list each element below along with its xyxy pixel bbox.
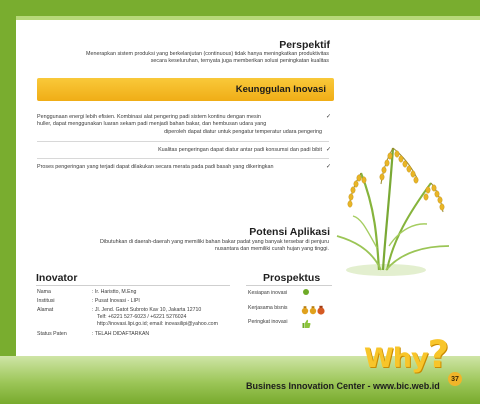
check-icon: ✓ [326, 147, 332, 153]
perspektif-title: Perspektif [279, 39, 330, 51]
inovator-label-name: Nama [37, 289, 51, 295]
keunggulan-item-3 [37, 164, 322, 171]
prospektus-label-kerjasama: Kerjasama bisnis [248, 305, 288, 311]
why-logo [364, 333, 448, 376]
inovator-title: Inovator [36, 272, 78, 284]
keunggulan-item-2 [37, 147, 322, 154]
inovator-value-web: http://inovasi.lipi.go.id; email: inovasilipi@yahoo.com [97, 321, 218, 327]
inovator-value-name: : Ir. Haristto, M.Eng [92, 289, 137, 295]
footer-site: Business Innovation Center - www.bic.web.id [246, 381, 440, 391]
inovator-label-alamat: Alamat [37, 307, 54, 313]
keunggulan-line: Kualitas pengeringan dapat diatur antar padi konsumsi dan padi bibit [158, 147, 322, 153]
potensi-line: Dibutuhkan di daerah-daerah yang memiliki bahan bakar padat yang banyak tersebar di penjuru [100, 239, 329, 245]
top-green-bar [0, 0, 480, 16]
keunggulan-item-1 [37, 114, 322, 136]
top-light-stripe [0, 16, 480, 20]
keunggulan-line: Penggunaan energi lebih efisien. Kombinasi alat pengering padi sistem kontinu dengan mesin [37, 114, 261, 120]
keunggulan-line: huller, dapat menggunakan luaran sekam padi menjadi bahan bakar, dan hembusan udara yang [37, 121, 267, 128]
money-bag-icons [301, 302, 331, 312]
perspektif-line: secara keseluruhan, ternyata juga memberikan solusi peningkatan kualitas [150, 58, 329, 65]
check-icon: ✓ [326, 164, 332, 170]
potensi-text [40, 239, 329, 254]
keunggulan-banner [37, 78, 334, 101]
check-icon: ✓ [326, 114, 332, 120]
perspektif-line: Menerapkan sistem produksi yang berkelanjutan (continuous) tidak hanya meningkatkan produktivitas [85, 51, 329, 57]
thumbs-up-icon [302, 316, 311, 326]
item-divider [37, 158, 329, 159]
money-bag-icon [301, 305, 331, 315]
inovator-label-institusi: Institusi [37, 298, 55, 304]
inovator-value-institusi: : Pusat Inovasi - LIPI [92, 298, 140, 304]
prospektus-label-peringkat: Peringkat inovasi [248, 319, 288, 325]
left-green-bar [0, 0, 16, 404]
why-question-mark: ? [427, 333, 449, 376]
keunggulan-line: diperoleh dapat diatur untuk pengatur temperatur udara pengering [164, 128, 322, 135]
inovator-value-phone: Telf: +6221 527-6023 / +6221 5276024 [97, 314, 187, 320]
page-number: 37 [448, 372, 462, 386]
keunggulan-title: Keunggulan Inovasi [235, 84, 326, 95]
prospektus-title: Prospektus [263, 272, 321, 284]
potensi-line: nusantara dan memiliki curah hujan yang tinggi. [214, 246, 329, 253]
inovator-label-status: Status Paten [37, 331, 67, 337]
prospektus-label-kesiapan: Kesiapan inovasi [248, 290, 288, 296]
prospektus-underline [246, 285, 332, 286]
item-divider [37, 141, 329, 142]
keunggulan-line: Proses pengeringan yang terjadi dapat dilakukan secara merata pada padi basah yang dikeringkan [37, 164, 274, 170]
rice-plant-illustration [331, 128, 456, 278]
potensi-title: Potensi Aplikasi [249, 226, 330, 238]
perspektif-text [40, 51, 329, 66]
readiness-dot-icon [303, 289, 309, 295]
inovator-underline [36, 285, 230, 286]
inovator-value-status: : TELAH DIDAFTARKAN [92, 331, 150, 337]
why-text: Why [364, 343, 428, 374]
inovator-value-alamat: : Jl. Jend. Gatot Subroto Kav 10, Jakarta 12710 [92, 307, 202, 313]
